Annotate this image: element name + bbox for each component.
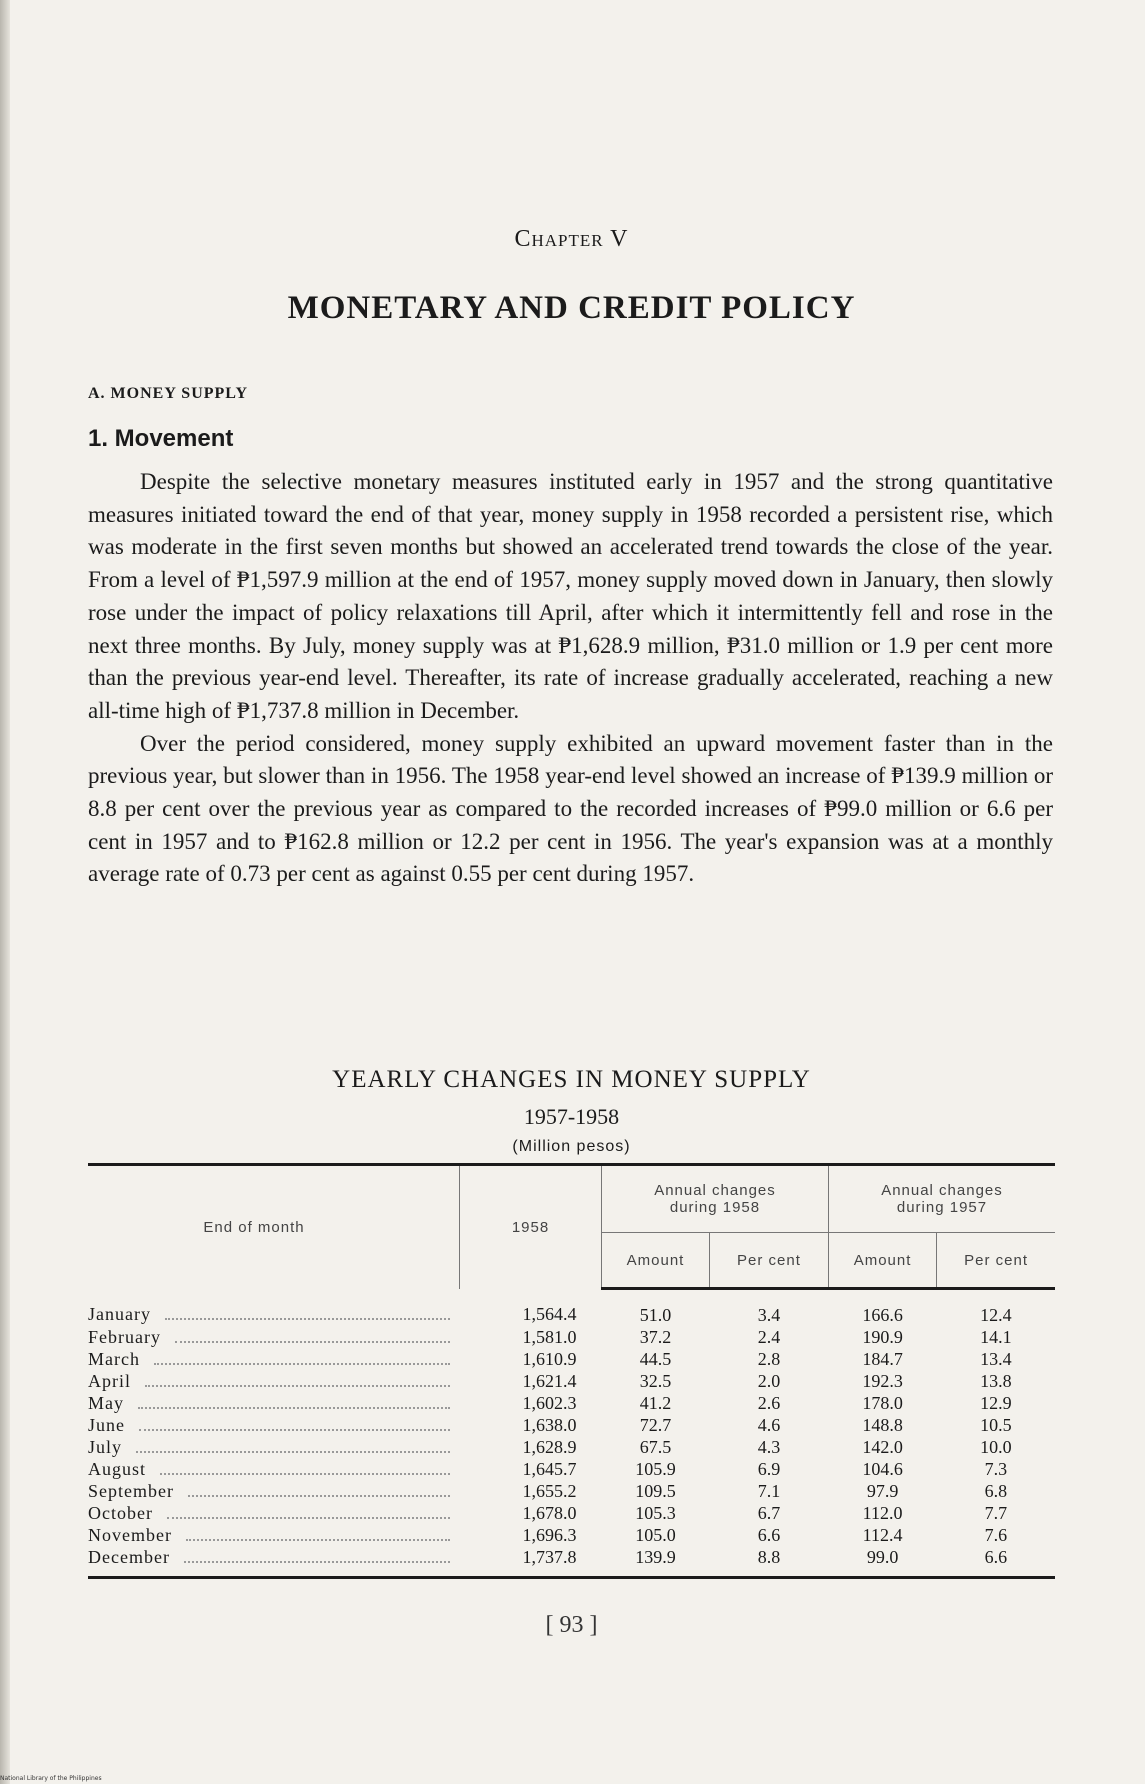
percent-1957: 6.6 bbox=[937, 1546, 1055, 1578]
amount-1958: 44.5 bbox=[639, 1349, 672, 1369]
month-label: March bbox=[88, 1349, 140, 1369]
amount-1958: 32.5 bbox=[639, 1371, 672, 1391]
level-1958: 1,638.0 bbox=[522, 1415, 577, 1435]
dot-leader bbox=[165, 1318, 450, 1320]
percent-1957: 7.7 bbox=[984, 1503, 1008, 1523]
money-supply-table bbox=[88, 1163, 1055, 1579]
percent-1958: 6.9 bbox=[757, 1459, 781, 1479]
header-amount-1958: Amount bbox=[602, 1233, 710, 1289]
month-label: August bbox=[88, 1459, 147, 1479]
level-1958: 1,678.0 bbox=[522, 1503, 577, 1523]
percent-1957: 10.0 bbox=[980, 1437, 1012, 1457]
level-1958: 1,581.0 bbox=[522, 1327, 577, 1347]
table-row bbox=[88, 1370, 1055, 1392]
table-row bbox=[88, 1480, 1055, 1502]
chapter-title: MONETARY AND CREDIT POLICY bbox=[287, 290, 856, 326]
percent-1958: 2.4 bbox=[757, 1327, 781, 1347]
percent-1958: 7.1 bbox=[757, 1481, 781, 1501]
dot-leader bbox=[184, 1561, 450, 1563]
percent-1958: 4.3 bbox=[757, 1437, 781, 1457]
amount-1957: 99.0 bbox=[828, 1546, 936, 1578]
dot-leader bbox=[188, 1495, 450, 1497]
section-label: A. MONEY SUPPLY bbox=[88, 385, 249, 402]
amount-1958: 37.2 bbox=[639, 1327, 672, 1347]
table-row bbox=[88, 1546, 1055, 1578]
amount-1957: 166.6 bbox=[862, 1305, 903, 1325]
amount-1958: 51.0 bbox=[639, 1305, 672, 1325]
table-row bbox=[88, 1414, 1055, 1436]
amount-1958: 105.3 bbox=[635, 1503, 676, 1523]
amount-1957: 97.9 bbox=[866, 1481, 899, 1501]
header-end-of-month: End of month bbox=[203, 1218, 305, 1236]
dot-leader bbox=[175, 1341, 450, 1343]
table-unit: (Million pesos) bbox=[512, 1138, 631, 1155]
amount-1957: 112.4 bbox=[862, 1525, 903, 1545]
paragraph-1: Despite the selective monetary measures instituted early in 1957 and the strong quantitative measures initiated toward the end of that year, money supply in 1958 recorded a persistent rise, which was moderate in the first seven months but showed an accelerated trend towards the close of the year. From a level of ₱1,597.9 million at the end of 1957, money supply moved down in January, then slowly rose under the impact of policy relaxations till April, after which it intermittently fell and rose in the next three months. By July, money supply was at ₱1,628.9 million, ₱31.0 million or 1.9 per cent more than the previous year-end level. Thereafter, its rate of increase gradually accelerated, reaching a new all-time high of ₱1,737.8 million in December. bbox=[88, 469, 1053, 723]
percent-1958: 2.8 bbox=[757, 1349, 781, 1369]
percent-1957: 12.4 bbox=[980, 1305, 1012, 1325]
document-page bbox=[88, 0, 1055, 1784]
table-years: 1957-1958 bbox=[523, 1104, 620, 1129]
table-row bbox=[88, 1436, 1055, 1458]
amount-1958: 139.9 bbox=[602, 1546, 710, 1578]
percent-1957: 7.6 bbox=[984, 1525, 1008, 1545]
dot-leader bbox=[139, 1429, 450, 1431]
month-label: June bbox=[88, 1415, 125, 1435]
month-label: May bbox=[88, 1393, 124, 1413]
percent-1958: 3.4 bbox=[757, 1305, 781, 1325]
percent-1957: 14.1 bbox=[980, 1327, 1012, 1347]
level-1958: 1,645.7 bbox=[522, 1459, 577, 1479]
month-label: November bbox=[88, 1525, 172, 1545]
dot-leader bbox=[154, 1363, 450, 1365]
level-1958: 1,610.9 bbox=[522, 1349, 577, 1369]
paragraph-2: Over the period considered, money supply exhibited an upward movement faster than in the previous year, but slower than in 1956. The 1958 year-end level showed an increase of ₱139.9 million or 8.8 per cent over the previous year as compared to the recorded increases of ₱99.0 million or 6.6 per cent in 1957 and to ₱162.8 million or 12.2 per cent in 1956. The year's expansion was at a monthly average rate of 0.73 per cent as against 0.55 per cent during 1957. bbox=[88, 730, 1053, 887]
percent-1958: 4.6 bbox=[757, 1415, 781, 1435]
header-changes-1957: Annual changes during 1957 bbox=[828, 1165, 1055, 1233]
amount-1957: 142.0 bbox=[862, 1437, 903, 1457]
library-credit: National Library of the Philippines bbox=[0, 1775, 102, 1782]
dot-leader bbox=[167, 1517, 450, 1519]
table-row bbox=[88, 1392, 1055, 1414]
chapter-label: Chapter V bbox=[514, 226, 629, 252]
percent-1958: 2.6 bbox=[757, 1393, 781, 1413]
month-label: January bbox=[88, 1304, 151, 1325]
table-body bbox=[88, 1289, 1055, 1578]
table-row bbox=[88, 1289, 1055, 1327]
percent-1957: 13.4 bbox=[980, 1349, 1012, 1369]
table-row bbox=[88, 1524, 1055, 1546]
amount-1957: 192.3 bbox=[862, 1371, 903, 1391]
percent-1957: 13.8 bbox=[980, 1371, 1012, 1391]
month-label: October bbox=[88, 1503, 153, 1523]
month-label: December bbox=[88, 1547, 170, 1567]
amount-1958: 109.5 bbox=[635, 1481, 676, 1501]
table-row bbox=[88, 1326, 1055, 1348]
percent-1958: 8.8 bbox=[709, 1546, 828, 1578]
level-1958: 1,655.2 bbox=[522, 1481, 577, 1501]
page-binding-edge bbox=[0, 0, 10, 1784]
amount-1958: 105.9 bbox=[635, 1459, 676, 1479]
percent-1957: 7.3 bbox=[984, 1459, 1008, 1479]
level-1958: 1,628.9 bbox=[522, 1437, 577, 1457]
level-1958: 1,564.4 bbox=[522, 1304, 577, 1325]
month-label: February bbox=[88, 1327, 161, 1347]
header-changes-1958: Annual changes during 1958 bbox=[602, 1165, 829, 1233]
dot-leader bbox=[160, 1473, 449, 1475]
month-label: April bbox=[88, 1371, 131, 1391]
table-row bbox=[88, 1348, 1055, 1370]
amount-1957: 190.9 bbox=[862, 1327, 903, 1347]
level-1958: 1,602.3 bbox=[522, 1393, 577, 1413]
month-label: September bbox=[88, 1481, 174, 1501]
amount-1957: 104.6 bbox=[862, 1459, 903, 1479]
dot-leader bbox=[145, 1385, 450, 1387]
amount-1958: 72.7 bbox=[639, 1415, 672, 1435]
amount-1957: 148.8 bbox=[862, 1415, 903, 1435]
percent-1957: 12.9 bbox=[980, 1393, 1012, 1413]
header-percent-1958: Per cent bbox=[709, 1233, 828, 1289]
percent-1958: 6.6 bbox=[757, 1525, 781, 1545]
table-row bbox=[88, 1458, 1055, 1480]
header-percent-1957: Per cent bbox=[937, 1233, 1055, 1289]
header-year-1958: 1958 bbox=[460, 1165, 602, 1289]
amount-1957: 184.7 bbox=[862, 1349, 903, 1369]
percent-1957: 10.5 bbox=[980, 1415, 1012, 1435]
dot-leader bbox=[138, 1407, 450, 1409]
amount-1958: 67.5 bbox=[639, 1437, 672, 1457]
amount-1958: 105.0 bbox=[635, 1525, 676, 1545]
level-1958: 1,621.4 bbox=[522, 1371, 577, 1391]
amount-1958: 41.2 bbox=[639, 1393, 672, 1413]
percent-1958: 6.7 bbox=[757, 1503, 781, 1523]
percent-1958: 2.0 bbox=[757, 1371, 781, 1391]
subsection-title: 1. Movement bbox=[88, 425, 234, 452]
dot-leader bbox=[186, 1539, 450, 1541]
level-1958: 1,737.8 bbox=[460, 1546, 602, 1578]
amount-1957: 112.0 bbox=[862, 1503, 903, 1523]
header-amount-1957: Amount bbox=[828, 1233, 936, 1289]
body-text bbox=[88, 466, 1053, 891]
page-number: [ 93 ] bbox=[545, 1612, 598, 1638]
dot-leader bbox=[136, 1451, 449, 1453]
level-1958: 1,696.3 bbox=[522, 1525, 577, 1545]
month-label: July bbox=[88, 1437, 123, 1457]
percent-1957: 6.8 bbox=[984, 1481, 1008, 1501]
table-title: YEARLY CHANGES IN MONEY SUPPLY bbox=[332, 1066, 811, 1093]
table-row bbox=[88, 1502, 1055, 1524]
amount-1957: 178.0 bbox=[862, 1393, 903, 1413]
